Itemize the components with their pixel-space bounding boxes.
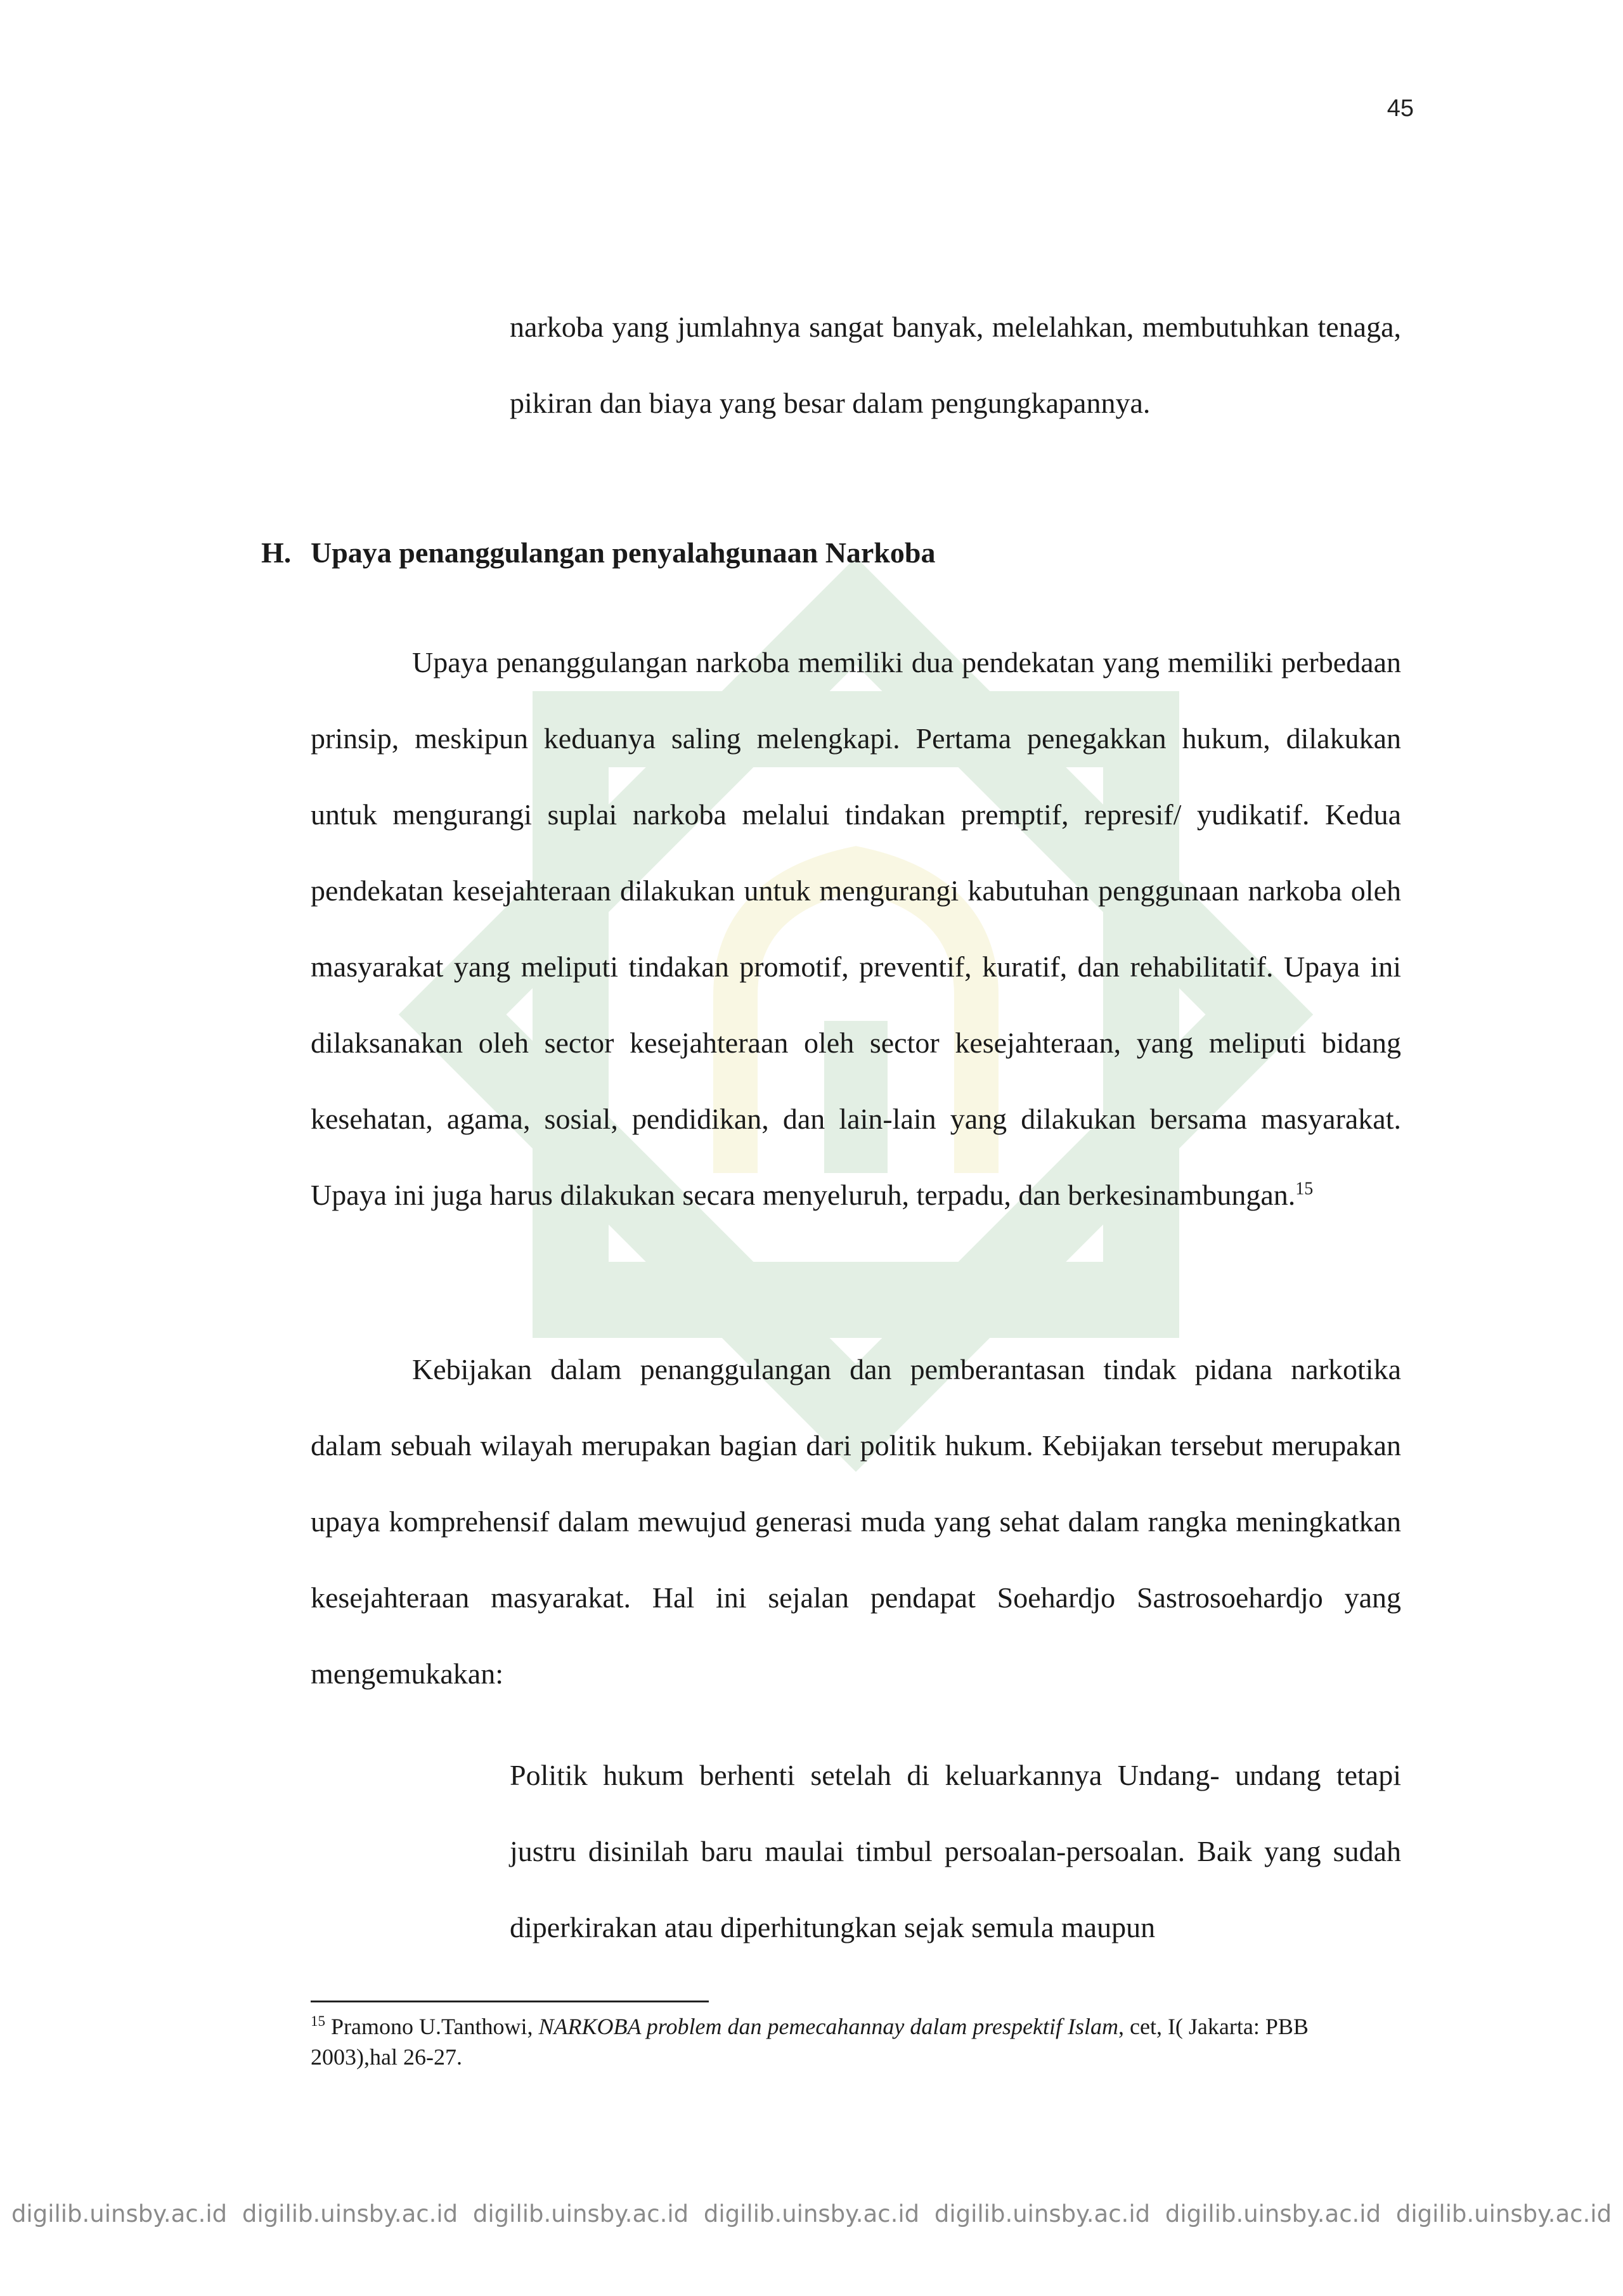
continuation-paragraph: narkoba yang jumlahnya sangat banyak, melelahkan, membutuhkan tenaga, pikiran dan biaya yang besar dalam pengungkapannya. (510, 311, 1401, 419)
footnote-details: , cet, I( Jakarta: PBB 2003),hal 26-27. (311, 2014, 1309, 2070)
page-number: 45 (1387, 95, 1414, 122)
footer-watermark (0, 2200, 1623, 2228)
footer-link: digilib.uinsby.ac.id (703, 2200, 920, 2228)
footer-link: digilib.uinsby.ac.id (11, 2200, 228, 2228)
section-number: H. (261, 536, 292, 569)
footer-link: digilib.uinsby.ac.id (1165, 2200, 1381, 2228)
footnote-number: 15 (311, 2013, 325, 2029)
footnote-reference: 15 (1295, 1179, 1314, 1199)
footer-link: digilib.uinsby.ac.id (242, 2200, 458, 2228)
footer-link: digilib.uinsby.ac.id (472, 2200, 689, 2228)
footnote (311, 2011, 1376, 2072)
footer-link: digilib.uinsby.ac.id (1395, 2200, 1612, 2228)
body-paragraph-1 (311, 625, 1401, 1233)
footnote-separator (311, 2001, 709, 2002)
body-paragraph-1-text: Upaya penanggulangan narkoba memiliki dua pendekatan yang memiliki perbedaan prinsip, meskipun keduanya saling melengkapi. Pertama penegakkan hukum, dilakukan untuk mengurangi suplai narkoba melalui tindakan premptif, represif/ yudikatif. Kedua pendekatan kesejahteraan dilakukan untuk mengurangi kabutuhan penggunaan narkoba oleh masyarakat yang meliputi tindakan promotif, preventif, kuratif, dan rehabilitatif. Upaya ini dilaksanakan oleh sector kesejahteraan oleh sector kesejahteraan, yang meliputi bidang kesehatan, agama, sosial, pendidikan, dan lain-lain yang dilakukan bersama masyarakat. Upaya ini juga harus dilakukan secara menyeluruh, terpadu, dan berkesinambungan. (311, 646, 1401, 1211)
section-heading (261, 536, 936, 569)
footnote-author: Pramono U.Tanthowi, (331, 2014, 533, 2039)
body-paragraph-2: Kebijakan dalam penanggulangan dan pemberantasan tindak pidana narkotika dalam sebuah wilayah merupakan bagian dari politik hukum. Kebijakan tersebut merupakan upaya komprehensif dalam mewujud generasi muda yang sehat dalam rangka meningkatkan kesejahteraan masyarakat. Hal ini sejalan pendapat Soehardjo Sastrosoehardjo yang mengemukakan: (311, 1353, 1401, 1690)
footer-link: digilib.uinsby.ac.id (934, 2200, 1151, 2228)
section-title: Upaya penanggulangan penyalahgunaan Narkoba (311, 536, 936, 569)
block-quote: Politik hukum berhenti setelah di keluarkannya Undang- undang tetapi justru disinilah baru maulai timbul persoalan-persoalan. Baik yang sudah diperkirakan atau diperhitungkan sejak semula maupun (510, 1759, 1401, 1943)
footnote-title: NARKOBA problem dan pemecahannay dalam prespektif Islam (538, 2014, 1118, 2039)
